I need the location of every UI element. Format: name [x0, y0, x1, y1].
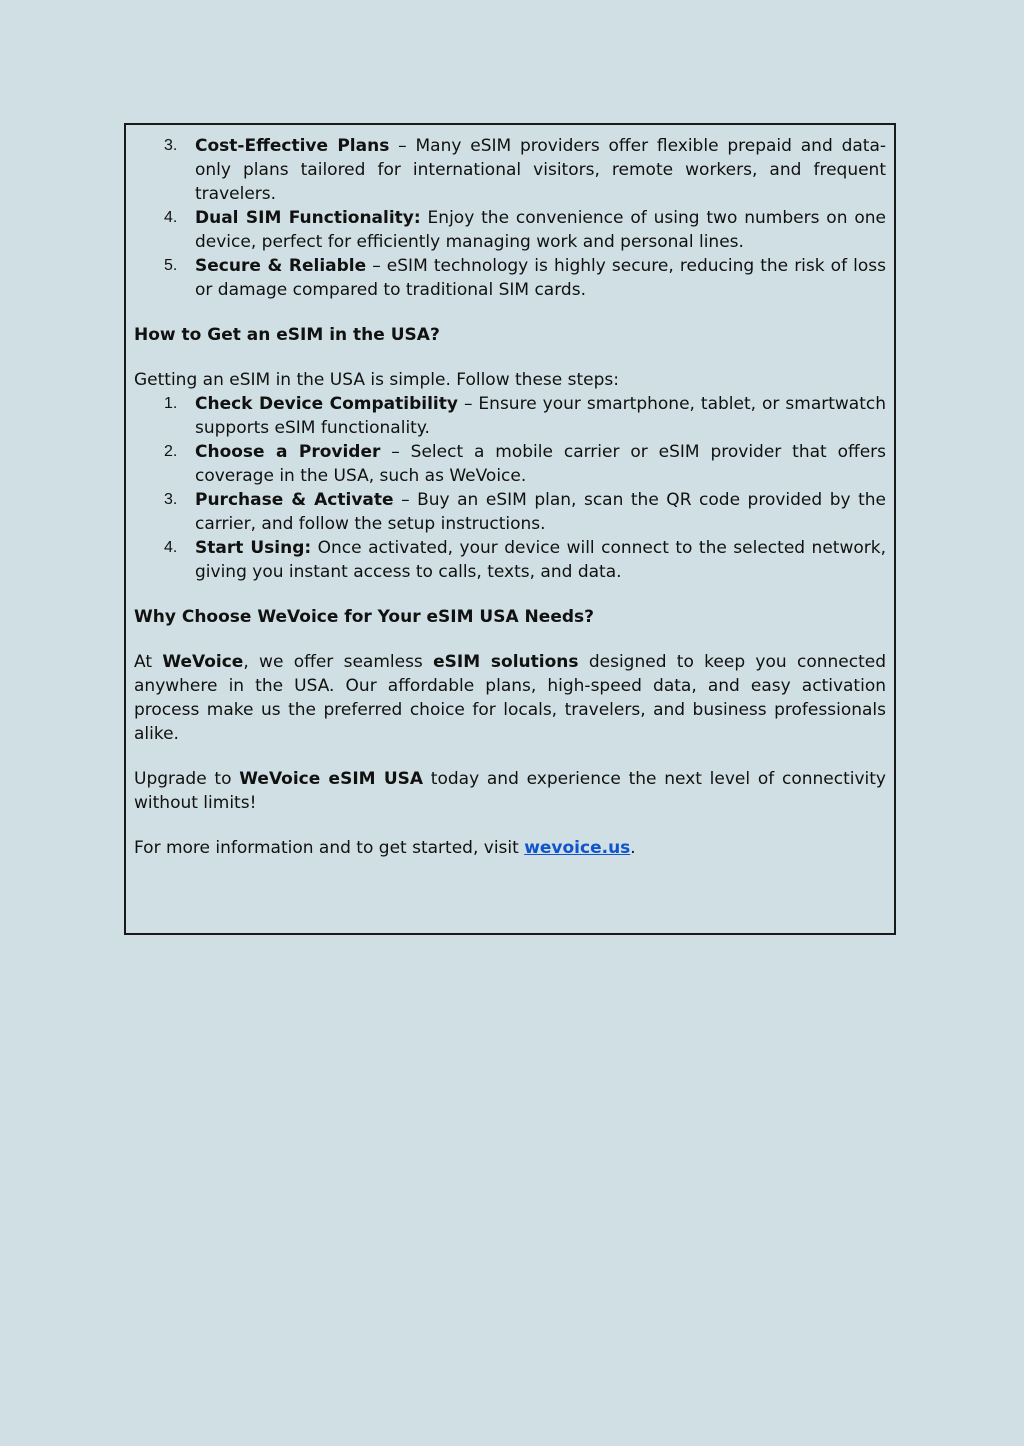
text-run: At — [134, 652, 163, 672]
website-link[interactable]: wevoice.us — [524, 838, 631, 858]
text-run: designed to keep you connected anywhere in the USA. Our affordable plans, high-speed data, and easy activation process make us the preferred choice for locals, travelers, and business professionals alike. — [134, 652, 887, 744]
list-number: 1. — [164, 395, 178, 412]
list-item-text: – Buy an eSIM plan, scan the QR code provided by the carrier, and follow the setup instructions. — [195, 490, 886, 534]
list-item-text: – Ensure your smartphone, tablet, or smartwatch supports eSIM functionality. — [195, 394, 886, 438]
list-item — [134, 488, 886, 536]
list-item — [134, 440, 886, 488]
list-item-title: Secure & Reliable — [195, 256, 367, 276]
list-item — [134, 134, 886, 206]
list-number: 2. — [164, 443, 178, 460]
text-run: today and experience the next level of connectivity without limits! — [134, 769, 886, 813]
list-number: 5. — [164, 257, 178, 274]
list-item-text: – Many eSIM providers offer flexible prepaid and data-only plans tailored for international visitors, remote workers, and frequent travelers. — [195, 136, 886, 204]
text-run: , we offer seamless — [243, 652, 434, 672]
emphasis-text: eSIM solutions — [433, 652, 579, 672]
list-item-title: Check Device Compatibility — [195, 394, 458, 414]
list-item-title: Purchase & Activate — [195, 490, 394, 510]
list-item — [134, 254, 886, 302]
list-item-title: Choose a Provider — [195, 442, 381, 462]
text-run: . — [630, 838, 636, 858]
list-number: 3. — [164, 491, 178, 508]
document-content — [134, 134, 886, 860]
list-item-title: Start Using: — [195, 538, 312, 558]
list-item — [134, 206, 886, 254]
list-item-text: – Select a mobile carrier or eSIM provider that offers coverage in the USA, such as WeVoice. — [195, 442, 886, 486]
section-heading-why-choose: Why Choose WeVoice for Your eSIM USA Needs? — [134, 607, 594, 627]
steps-intro: Getting an eSIM in the USA is simple. Follow these steps: — [134, 370, 619, 390]
upgrade-paragraph — [134, 767, 886, 815]
section-heading-how-to-get: How to Get an eSIM in the USA? — [134, 325, 440, 345]
list-number: 3. — [164, 137, 178, 154]
why-choose-paragraph — [134, 650, 886, 746]
list-item-title: Cost-Effective Plans — [195, 136, 390, 156]
text-run: Upgrade to — [134, 769, 240, 789]
list-number: 4. — [164, 209, 178, 226]
list-number: 4. — [164, 539, 178, 556]
list-item-text: Once activated, your device will connect to the selected network, giving you instant access to calls, texts, and data. — [195, 538, 886, 582]
list-item — [134, 536, 886, 584]
list-item — [134, 392, 886, 440]
emphasis-text: WeVoice eSIM USA — [239, 769, 424, 789]
benefits-list — [134, 134, 886, 302]
document-box — [124, 123, 896, 935]
more-info-paragraph — [134, 836, 886, 860]
steps-list — [134, 392, 886, 584]
brand-name: WeVoice — [162, 652, 244, 672]
text-run: For more information and to get started, visit — [134, 838, 525, 858]
list-item-text: Enjoy the convenience of using two numbers on one device, perfect for efficiently managing work and personal lines. — [195, 208, 886, 252]
list-item-title: Dual SIM Functionality: — [195, 208, 421, 228]
list-item-text: – eSIM technology is highly secure, reducing the risk of loss or damage compared to traditional SIM cards. — [195, 256, 886, 300]
